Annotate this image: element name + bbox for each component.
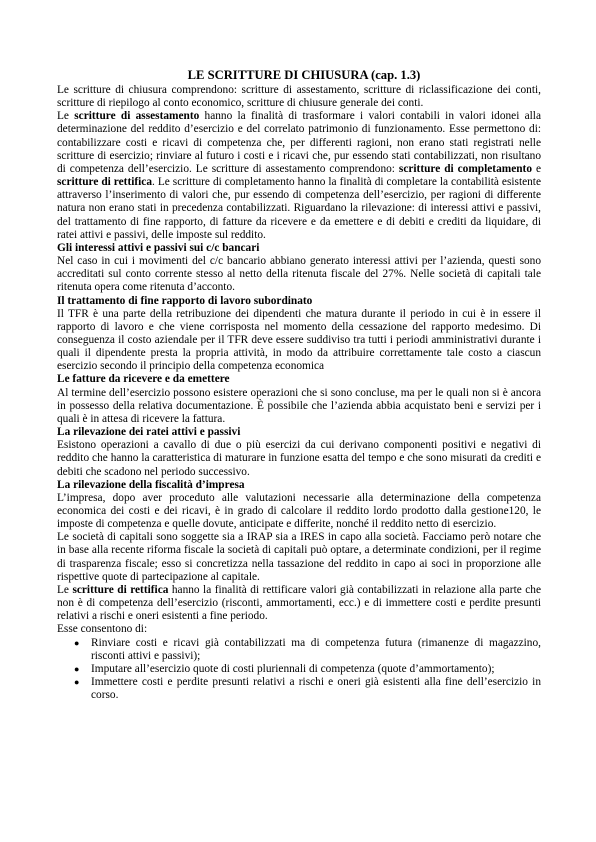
- assestamento-lead: Le: [57, 110, 75, 123]
- section-text-interessi: Nel caso in cui i movimenti del c/c bancario abbiano generato interessi attivi per l’azienda, questi sono accreditati sul conto corrente stesso al netto della ritenuta fiscale del 27%. Nelle società di capitali tale ritenuta opera come ritenuta d’acconto.: [57, 255, 541, 294]
- rettifica-term: scritture di rettifica: [72, 583, 169, 596]
- rettifica-list: [57, 637, 541, 703]
- list-item: [57, 676, 541, 702]
- assestamento-paragraph: [57, 110, 541, 242]
- section-heading-fatture: Le fatture da ricevere e da emettere: [57, 373, 230, 386]
- rettifica-term-inline: scritture di rettifica: [57, 176, 153, 189]
- section-text-tfr: Il TFR è una parte della retribuzione dei dipendenti che matura durante il periodo in cui è in essere il rapporto di lavoro e che viene corrisposta nel momento della cessazione del rapporto medesimo. Di conseguenza il costo aziendale per il TFR deve essere suddiviso tra tutti i periodi amministrativi durante i quali il dipendente presta la propria attività, in modo da attribuire correttamente tale costo a ciascun esercizio secondo il principio della competenza economica: [57, 307, 541, 373]
- rettifica-lead: Le: [57, 583, 73, 596]
- completamento-term: scritture di completamento: [398, 162, 532, 175]
- assestamento-and: e: [532, 162, 541, 175]
- list-item: [57, 637, 541, 663]
- intro-paragraph: Le scritture di chiusura comprendono: scritture di assestamento, scritture di riclassificazione dei conti, scritture di riepilogo al conto economico, scritture di chiusure generale dei conti.: [57, 84, 541, 110]
- list-item: [57, 663, 541, 676]
- ires-paragraph: Le società di capitali sono soggette sia a IRAP sia a IRES in capo alla società. Facciamo però notare che in base alla recente riforma fiscale la società di capitali può optare, a determinate condizioni, per il regime di trasparenza fiscale; esso si concretizza nella tassazione del reddito in capo ai soci in proporzione alle rispettive quote di partecipazione al capitale.: [57, 531, 541, 583]
- rettifica-paragraph: [57, 584, 541, 623]
- assestamento-term: scritture di assestamento: [74, 110, 200, 123]
- section-text-fatture: Al termine dell’esercizio possono esistere operazioni che si sono concluse, ma per le quali non si è ancora in possesso della relativa documentazione. È possibile che l’azienda abbia acquistato beni e servizi per i quali è in attesa di ricevere la fattura.: [57, 386, 541, 425]
- list-item-text: Rinviare costi e ricavi già contabilizzati ma di competenza futura (rimanenze di magazzino, risconti attivi e passivi);: [91, 636, 541, 662]
- section-heading-tfr: Il trattamento di fine rapporto di lavoro subordinato: [57, 294, 313, 307]
- page-title: LE SCRITTURE DI CHIUSURA (cap. 1.3): [187, 68, 421, 82]
- list-item-text: Imputare all’esercizio quote di costi pluriennali di competenza (quote d’ammortamento);: [91, 662, 495, 675]
- section-text-fiscalita: L’impresa, dopo aver proceduto alle valutazioni necessarie alla determinazione della competenza economica dei costi e dei ricavi, è in grado di calcolare il reddito lordo prodotto dalla gestione120, le imposte di competenza e quelle dovute, anticipate e differite, nonché il reddito netto di esercizio.: [57, 491, 541, 531]
- list-intro: Esse consentono di:: [57, 623, 148, 636]
- assestamento-text-2: . Le scritture di completamento hanno la finalità di completare la contabilità esistente attraverso l’inserimento di valori che, pur essendo di competenza dell’esercizio, per ragioni di differente natura non erano stati in precedenza contabilizzati. Riguardano la rilevazione: di interessi attivi e passivi, del trattamento di fine rapporto, di fatture da ricevere e da emettere e di debiti e crediti da liquidare, di ratei attivi e passivi, delle imposte sul reddito.: [57, 176, 541, 241]
- section-heading-fiscalita: La rilevazione della fiscalità d’impresa: [57, 478, 245, 491]
- assestamento-text-1: hanno la finalità di trasformare i valori contabili in valori idonei alla determinazione del reddito d’esercizio e del correlato patrimonio di funzionamento. Esse permettono di: contabilizzare costi e ricavi di competenza che, per differenti ragioni, non erano stati registrati nelle scritture di esercizio; rinviare al futuro i costi e i ricavi che, pur essendo stati contabilizzati, non risultano di competenza dell’esercizio. Le scritture di assestamento comprendono:: [57, 110, 541, 175]
- bullet-icon: ●: [74, 663, 80, 674]
- document-page: [57, 68, 541, 702]
- section-text-ratei: Esistono operazioni a cavallo di due o più esercizi da cui derivano componenti positivi e negativi di reddito che hanno la caratteristica di maturare in funzione esatta del tempo e che sono misurati da crediti e debiti che scadono nel periodo successivo.: [57, 439, 541, 478]
- bullet-icon: ●: [74, 637, 80, 648]
- list-item-text: Immettere costi e perdite presunti relativi a rischi e oneri già esistenti alla fine dell’esercizio in corso.: [91, 676, 541, 702]
- bullet-icon: ●: [74, 677, 80, 688]
- rettifica-text: hanno la finalità di rettificare valori già contabilizzati in relazione alla parte che non è di competenza dell’esercizio (risconti, ammortamenti, ecc.) e di immettere costi e perdite presunti relativi a rischi e oneri esistenti a fine periodo.: [57, 583, 541, 623]
- section-heading-ratei: La rilevazione dei ratei attivi e passivi: [57, 426, 241, 439]
- section-heading-interessi: Gli interessi attivi e passivi sui c/c bancari: [57, 241, 260, 254]
